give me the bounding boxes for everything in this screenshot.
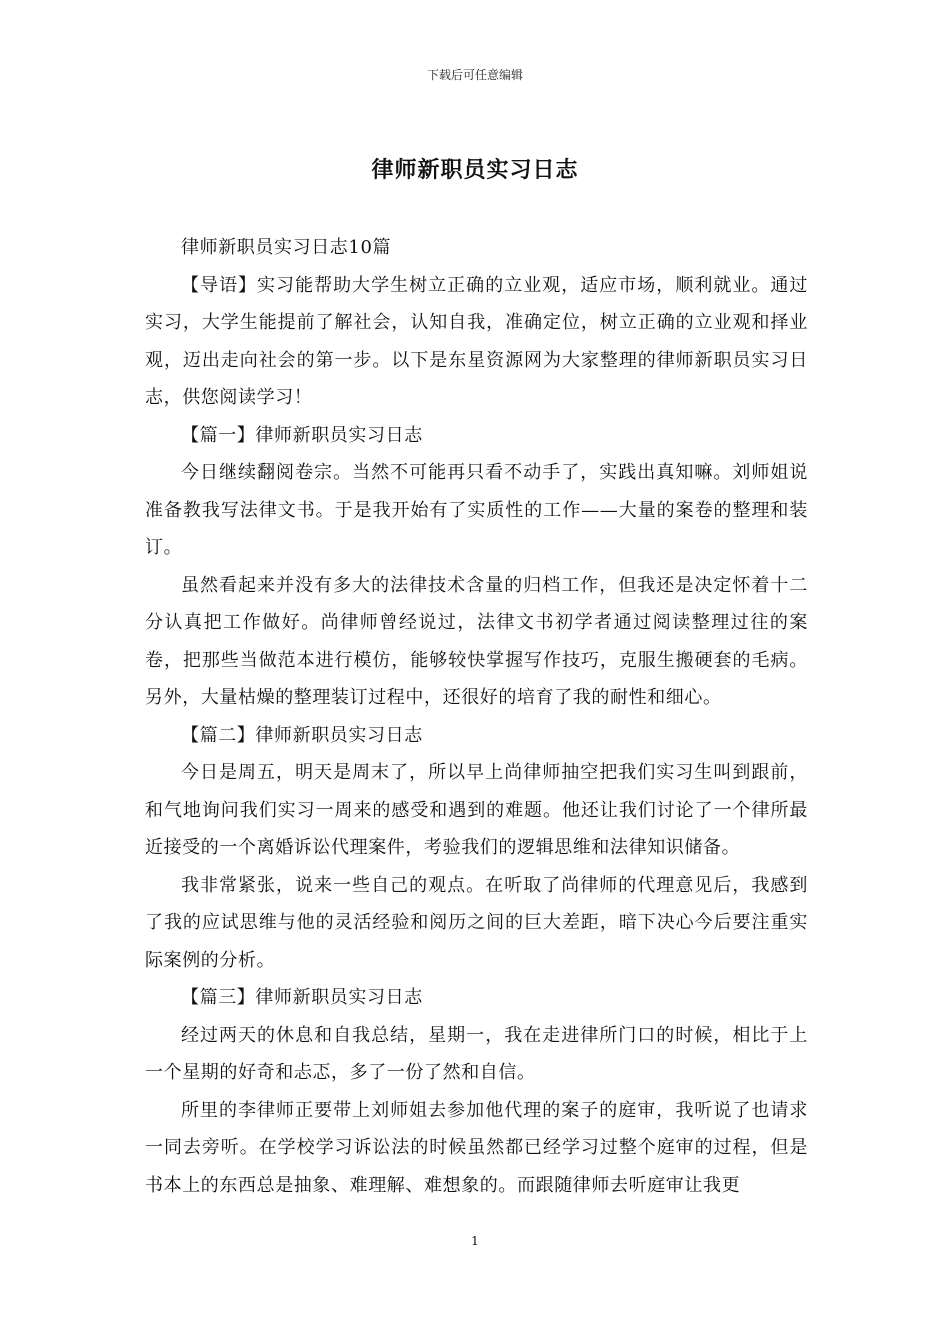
body-paragraph: 所里的李律师正要带上刘师姐去参加他代理的案子的庭审，我听说了也请求一同去旁听。在学校学习诉讼法的时候虽然都已经学习过整个庭审的过程，但是书本上的东西总是抽象、难理解、难想象的。而跟随律师去听庭审让我更 [145, 1099, 808, 1196]
page-number: 1 [471, 1234, 479, 1248]
body-paragraph: 虽然看起来并没有多大的法律技术含量的归档工作，但我还是决定怀着十二分认真把工作做好。尚律师曾经说过，法律文书初学者通过阅读整理过往的案卷，把那些当做范本进行模仿，能够较快掌握写作技巧，克服生搬硬套的毛病。另外，大量枯燥的整理装订过程中，还很好的培育了我的耐性和细心。 [145, 574, 808, 708]
body-paragraph: 今日继续翻阅卷宗。当然不可能再只看不动手了，实践出真知嘛。刘师姐说准备教我写法律文书。于是我开始有了实质性的工作——大量的案卷的整理和装订。 [145, 462, 808, 558]
document-title: 律师新职员实习日志 [371, 157, 579, 183]
page-header-note: 下载后可任意编辑 [426, 68, 523, 82]
intro-paragraph: 【导语】实习能帮助大学生树立正确的立业观，适应市场，顺利就业。通过实习，大学生能提前了解社会，认知自我，准确定位，树立正确的立业观和择业观，迈出走向社会的第一步。以下是东星资源网为大家整理的律师新职员实习日志，供您阅读学习！ [145, 274, 808, 408]
subtitle-paragraph: 律师新职员实习日志10篇 [181, 237, 392, 258]
body-paragraph: 经过两天的休息和自我总结，星期一，我在走进律所门口的时候，相比于上一个星期的好奇和忐忑，多了一份了然和自信。 [145, 1024, 808, 1083]
body-paragraph: 今日是周五，明天是周末了，所以早上尚律师抽空把我们实习生叫到跟前，和气地询问我们实习一周来的感受和遇到的难题。他还让我们讨论了一个律所最近接受的一个离婚诉讼代理案件，考验我们的逻辑思维和法律知识储备。 [145, 762, 808, 858]
body-paragraph: 我非常紧张，说来一些自己的观点。在听取了尚律师的代理意见后，我感到了我的应试思维与他的灵活经验和阅历之间的巨大差距，暗下决心今后要注重实际案例的分析。 [145, 874, 808, 971]
section-heading-2: 【篇二】律师新职员实习日志 [181, 724, 423, 746]
section-heading-1: 【篇一】律师新职员实习日志 [181, 424, 423, 446]
section-heading-3: 【篇三】律师新职员实习日志 [181, 987, 423, 1008]
document-body [145, 229, 808, 1204]
